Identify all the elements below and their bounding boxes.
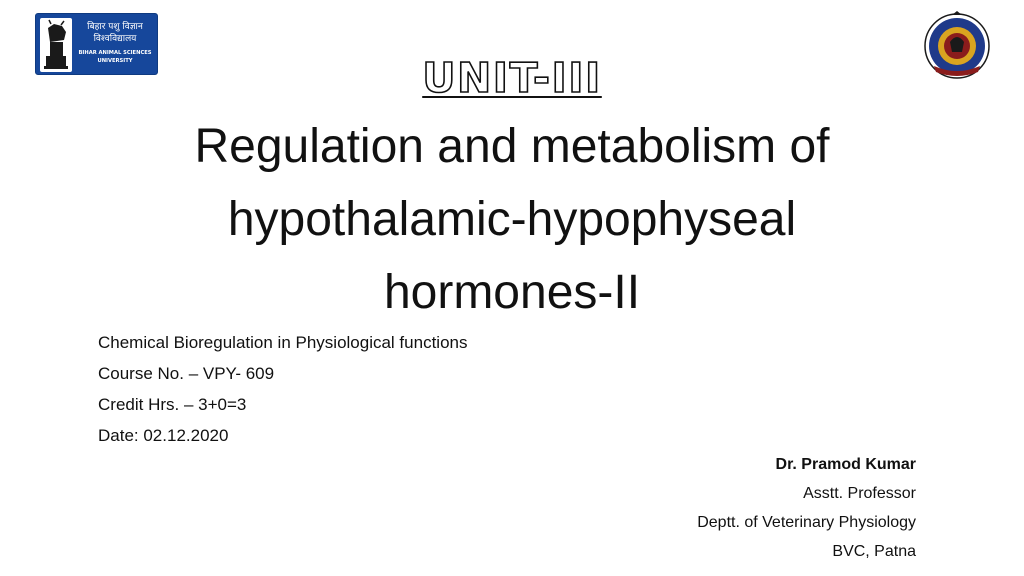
- course-name: Chemical Bioregulation in Physiological functions: [98, 333, 468, 352]
- credit-hours: Credit Hrs. – 3+0=3: [98, 395, 247, 414]
- unit-heading: UNIT-III: [422, 54, 602, 102]
- author-designation: Asstt. Professor: [803, 485, 916, 502]
- logo-text-hindi-2: विश्वविद्यालय: [93, 34, 137, 44]
- logo-text-hindi-1: बिहार पशु विज्ञान: [87, 22, 143, 32]
- author-name: Dr. Pramod Kumar: [775, 456, 916, 473]
- slide-title: [60, 110, 964, 329]
- logo-text-english-1: BIHAR ANIMAL SCIENCES: [78, 50, 152, 56]
- slide-title-block: [60, 52, 964, 329]
- title-line-3: hormones-II: [383, 266, 641, 319]
- title-line-2: hypothalamic-hypophyseal: [227, 193, 797, 246]
- logo-text-english-2: UNIVERSITY: [97, 58, 133, 64]
- author-department: Deptt. of Veterinary Physiology: [697, 514, 916, 531]
- author-info: [697, 453, 916, 569]
- author-college: BVC, Patna: [832, 543, 916, 560]
- course-number: Course No. – VPY- 609: [98, 364, 275, 383]
- title-line-1: Regulation and metabolism of: [194, 120, 830, 173]
- course-info: [98, 331, 467, 455]
- lecture-date: Date: 02.12.2020: [98, 426, 229, 445]
